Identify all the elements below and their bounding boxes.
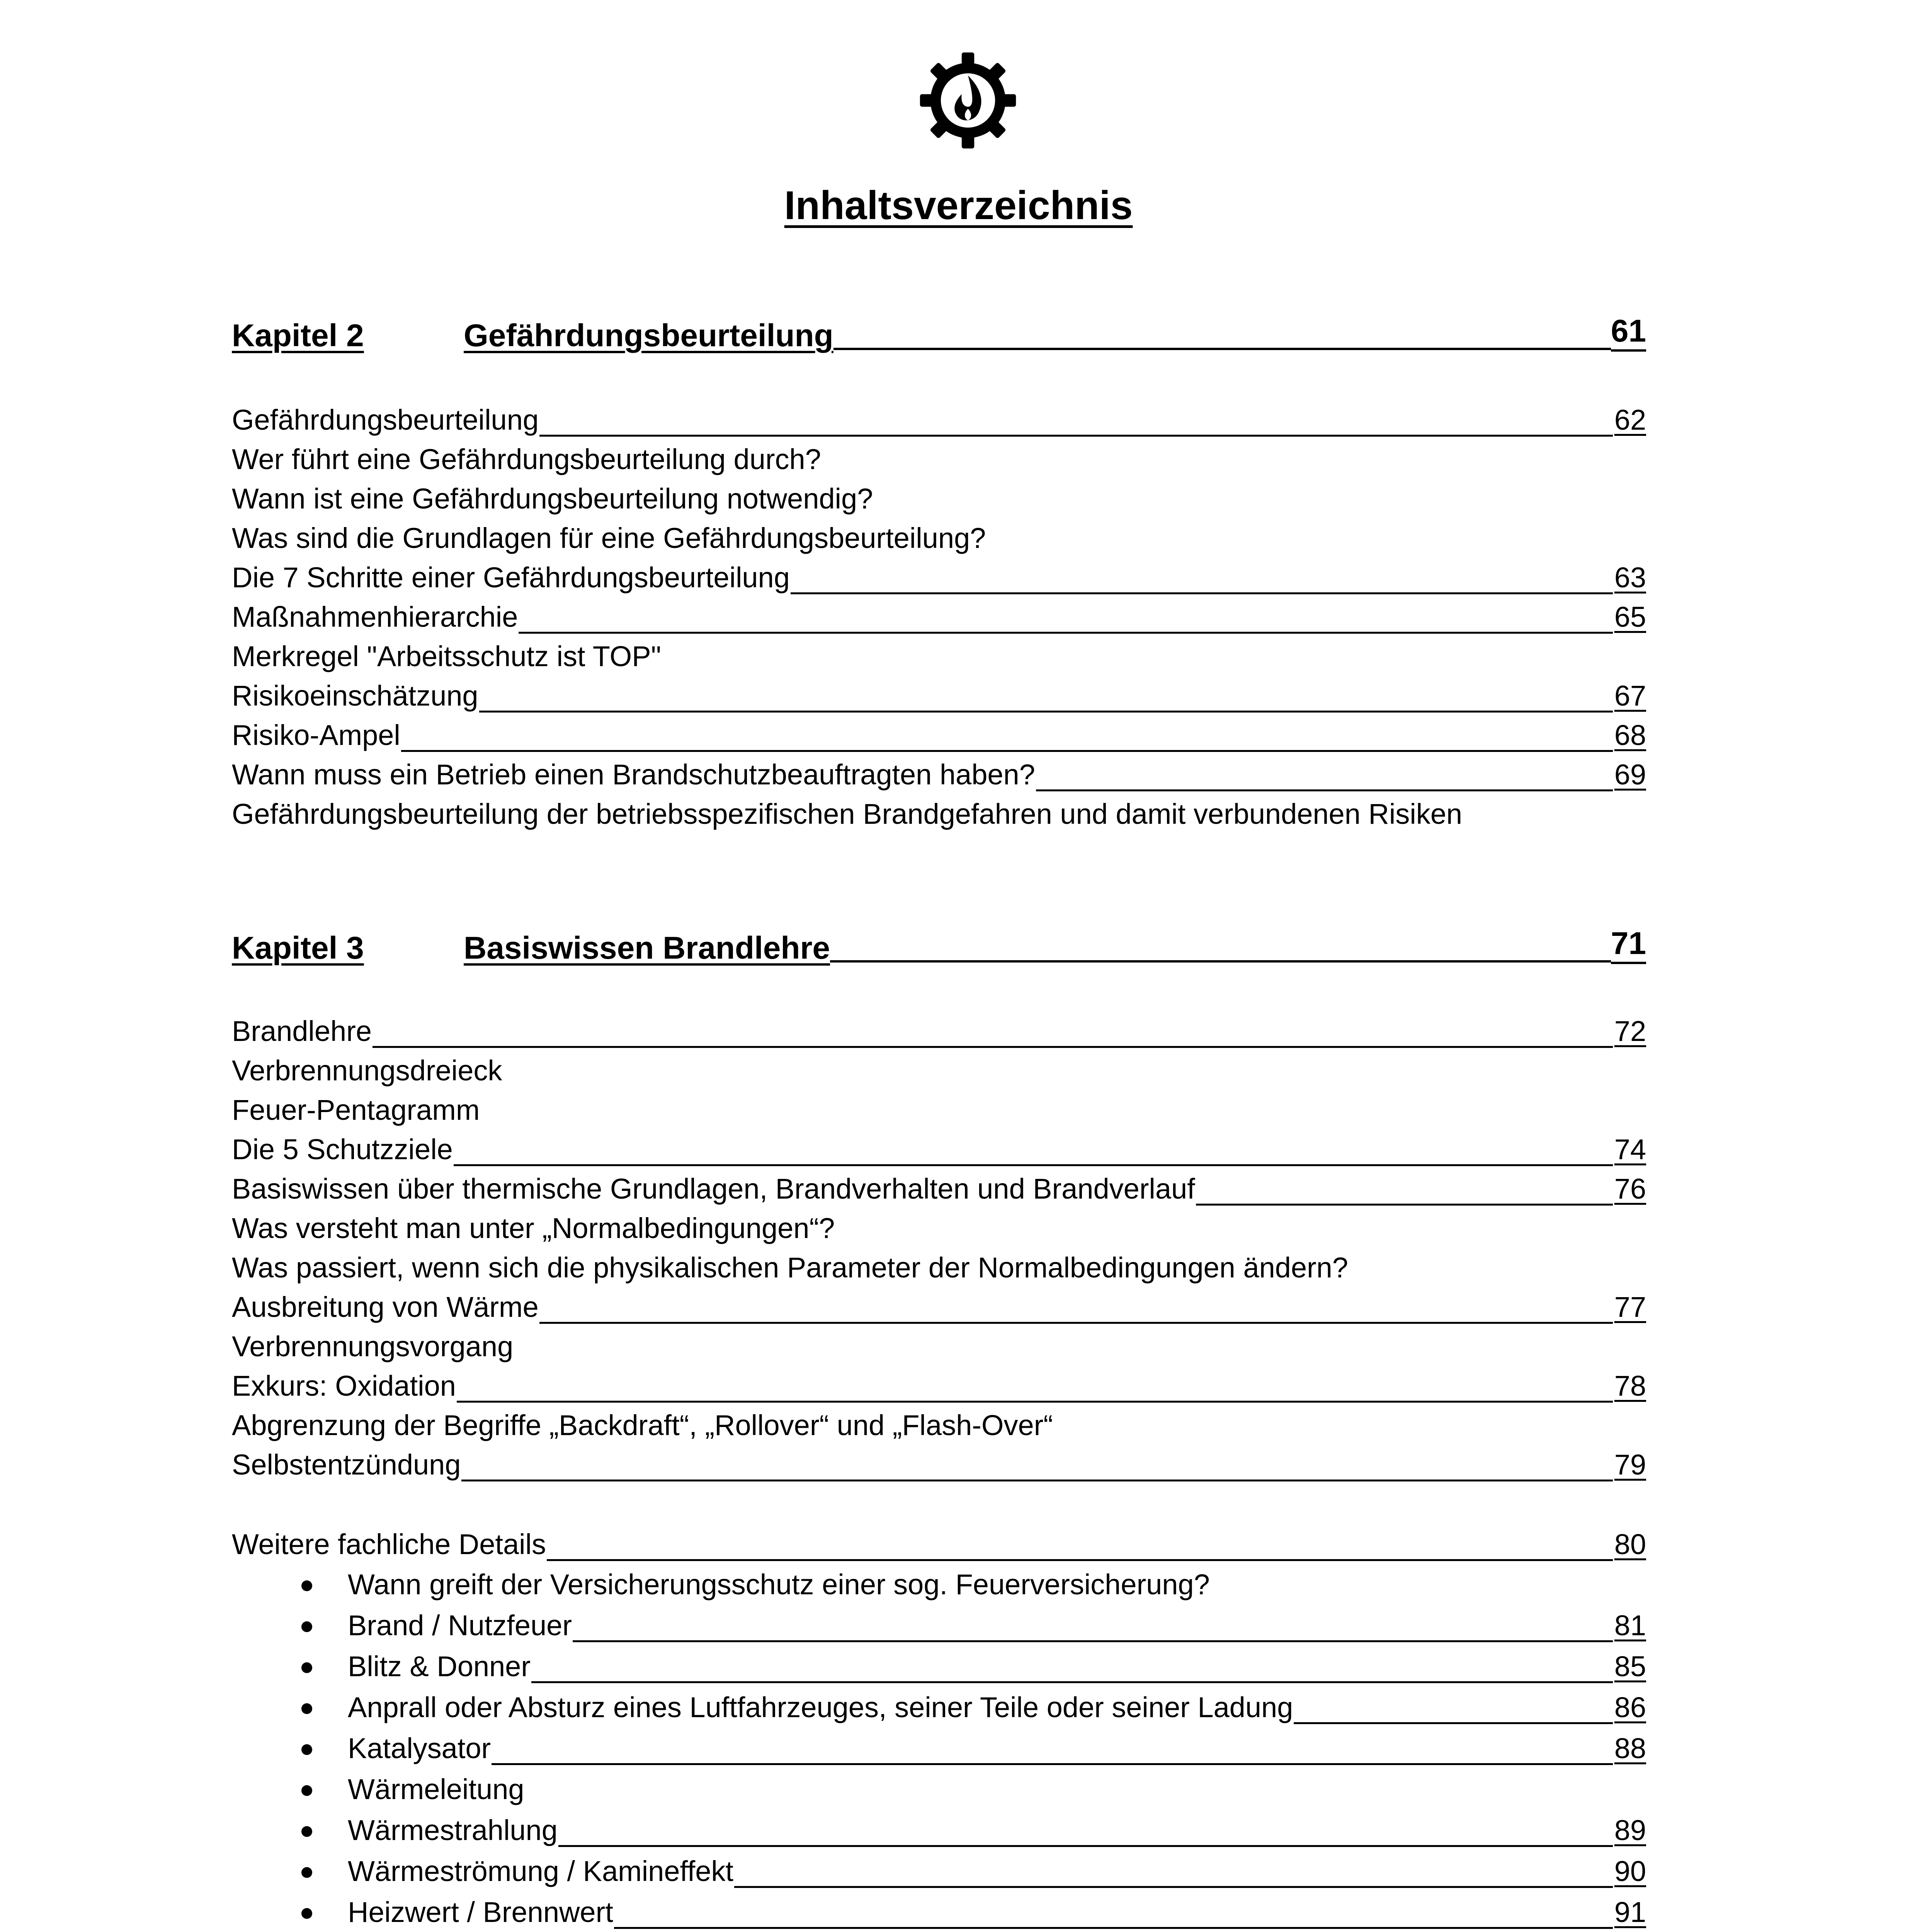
entry-text: Risikoeinschätzung: [232, 680, 478, 712]
entry-page: 77: [1614, 1291, 1646, 1323]
toc-bullet-entry[interactable]: [301, 1849, 1646, 1888]
toc-bullet-entry[interactable]: [301, 1645, 1646, 1683]
entry-text: Brand / Nutzfeuer: [348, 1609, 572, 1641]
leader-line: [519, 632, 1613, 634]
entry-page: 88: [1614, 1732, 1646, 1764]
entry-page: 80: [1614, 1528, 1646, 1560]
bullet-icon: [301, 1785, 312, 1796]
leader-line: [1196, 1204, 1613, 1206]
toc-entry[interactable]: [232, 1364, 1646, 1403]
entry-text: Merkregel "Arbeitsschutz ist TOP": [232, 640, 661, 672]
entry-page: 69: [1614, 759, 1646, 791]
toc-entry[interactable]: [232, 516, 1646, 555]
leader-line: [454, 1164, 1613, 1166]
entry-page: 78: [1614, 1370, 1646, 1402]
bullet-icon: [301, 1703, 312, 1714]
toc-entry[interactable]: [232, 1522, 1646, 1561]
entry-text: Selbstentzündung: [232, 1449, 461, 1481]
entry-text: Basiswissen über thermische Grundlagen, Brandverhalten und Brandverlauf: [232, 1173, 1195, 1205]
bullet-icon: [301, 1744, 312, 1755]
entry-page: 85: [1614, 1650, 1646, 1682]
leader-line: [734, 1886, 1613, 1888]
toc-entry[interactable]: [232, 477, 1646, 515]
leader-line: [1294, 1722, 1613, 1724]
entry-text: Die 7 Schritte einer Gefährdungsbeurteilung: [232, 561, 790, 594]
toc-entry[interactable]: [232, 1009, 1646, 1048]
toc-entry[interactable]: [232, 713, 1646, 752]
leader-line: [558, 1845, 1613, 1847]
toc-bullet-entry[interactable]: [301, 1685, 1646, 1724]
toc-entry[interactable]: [232, 1088, 1646, 1127]
leader-line: [1036, 789, 1613, 791]
toc-entry[interactable]: [232, 792, 1646, 831]
entry-page: 89: [1614, 1814, 1646, 1846]
leader-line: [492, 1763, 1613, 1765]
bullet-icon: [301, 1662, 312, 1673]
entry-text: Wärmeleitung: [348, 1773, 524, 1805]
leader-line: [539, 1322, 1613, 1324]
entry-text: Gefährdungsbeurteilung der betriebsspezifischen Brandgefahren und damit verbundenen Risiken: [232, 798, 1463, 830]
chapter-underline: [830, 960, 1611, 963]
toc-entry[interactable]: [232, 1049, 1646, 1087]
entry-page: 72: [1614, 1015, 1646, 1047]
chapter-page: 61: [1611, 315, 1646, 352]
entry-text: Brandlehre: [232, 1015, 372, 1047]
toc-entry[interactable]: [232, 1325, 1646, 1363]
chapter-page: 71: [1611, 928, 1646, 964]
gear-flame-icon: [916, 48, 1020, 153]
toc-bullet-entry[interactable]: [301, 1604, 1646, 1642]
entry-page: 90: [1614, 1855, 1646, 1887]
toc-entry[interactable]: [232, 1206, 1646, 1245]
entry-text: Wer führt eine Gefährdungsbeurteilung durch?: [232, 443, 821, 475]
leader-line: [457, 1401, 1613, 1403]
leader-line: [614, 1927, 1613, 1929]
toc-entry[interactable]: [232, 674, 1646, 713]
leader-line: [401, 750, 1613, 752]
chapter-heading[interactable]: [232, 313, 1646, 352]
toc-bullet-entry[interactable]: [301, 1563, 1646, 1601]
page-title: Inhaltsverzeichnis: [784, 183, 1133, 228]
chapter-number: Kapitel 2: [232, 318, 364, 353]
leader-line: [373, 1046, 1613, 1048]
entry-text: Wann ist eine Gefährdungsbeurteilung notwendig?: [232, 483, 873, 515]
entry-text: Feuer-Pentagramm: [232, 1094, 480, 1126]
toc-entry[interactable]: [232, 634, 1646, 673]
entry-text: Was sind die Grundlagen für eine Gefährdungsbeurteilung?: [232, 522, 986, 554]
entry-text: Wärmestrahlung: [348, 1814, 558, 1846]
toc-entry[interactable]: [232, 1167, 1646, 1206]
toc-entry[interactable]: [232, 1246, 1646, 1284]
chapter-number: Kapitel 3: [232, 930, 364, 966]
toc-bullet-entry[interactable]: [301, 1808, 1646, 1847]
entry-page: 65: [1614, 601, 1646, 633]
entry-page: 79: [1614, 1449, 1646, 1481]
toc-entry[interactable]: [232, 437, 1646, 476]
chapter-underline: [833, 348, 1611, 350]
entry-text: Die 5 Schutzziele: [232, 1133, 453, 1165]
entry-text: Weitere fachliche Details: [232, 1528, 546, 1560]
leader-line: [573, 1640, 1613, 1642]
toc-bullet-entry[interactable]: [301, 1890, 1646, 1929]
toc-entry[interactable]: [232, 398, 1646, 437]
entry-text: Risiko-Ampel: [232, 719, 400, 751]
entry-page: 67: [1614, 680, 1646, 712]
leader-line: [539, 435, 1613, 437]
entry-text: Heizwert / Brennwert: [348, 1896, 613, 1928]
entry-text: Gefährdungsbeurteilung: [232, 404, 539, 436]
entry-page: 81: [1614, 1609, 1646, 1641]
entry-text: Katalysator: [348, 1732, 491, 1764]
entry-text: Blitz & Donner: [348, 1650, 531, 1682]
entry-page: 68: [1614, 719, 1646, 751]
toc-entry[interactable]: [232, 556, 1646, 594]
toc-bullet-entry[interactable]: [301, 1767, 1646, 1806]
bullet-icon: [301, 1908, 312, 1919]
entry-text: Anprall oder Absturz eines Luftfahrzeuges, seiner Teile oder seiner Ladung: [348, 1691, 1293, 1723]
entry-text: Wärmeströmung / Kamineffekt: [348, 1855, 733, 1887]
entry-text: Was versteht man unter „Normalbedingungen“?: [232, 1212, 835, 1244]
entry-page: 63: [1614, 561, 1646, 594]
toc-bullet-entry[interactable]: [301, 1726, 1646, 1765]
toc-entry[interactable]: [232, 1403, 1646, 1442]
entry-page: 86: [1614, 1691, 1646, 1723]
entry-text: Ausbreitung von Wärme: [232, 1291, 539, 1323]
leader-line: [461, 1480, 1613, 1481]
entry-page: 62: [1614, 404, 1646, 436]
entry-text: Was passiert, wenn sich die physikalischen Parameter der Normalbedingungen ändern?: [232, 1252, 1348, 1284]
bullet-icon: [301, 1621, 312, 1632]
leader-line: [479, 711, 1613, 713]
entry-text: Verbrennungsdreieck: [232, 1054, 502, 1087]
entry-page: 74: [1614, 1133, 1646, 1165]
toc-entry[interactable]: [232, 1128, 1646, 1166]
toc-entry[interactable]: [232, 1443, 1646, 1481]
bullet-icon: [301, 1826, 312, 1837]
chapter-heading[interactable]: [232, 925, 1646, 964]
bullet-icon: [301, 1580, 312, 1591]
entry-text: Maßnahmenhierarchie: [232, 601, 518, 633]
chapter-title: Basiswissen Brandlehre: [464, 930, 830, 966]
entry-text: Wann greift der Versicherungsschutz einer sog. Feuerversicherung?: [348, 1568, 1210, 1600]
entry-text: Wann muss ein Betrieb einen Brandschutzbeauftragten haben?: [232, 759, 1035, 791]
leader-line: [791, 592, 1613, 594]
toc-entry[interactable]: [232, 1285, 1646, 1324]
entry-page: 76: [1614, 1173, 1646, 1205]
entry-page: 91: [1614, 1896, 1646, 1928]
leader-line: [531, 1681, 1613, 1683]
entry-text: Abgrenzung der Begriffe „Backdraft“, „Rollover“ und „Flash-Over“: [232, 1409, 1053, 1441]
bullet-icon: [301, 1867, 312, 1878]
entry-text: Verbrennungsvorgang: [232, 1330, 514, 1362]
toc-entry[interactable]: [232, 595, 1646, 634]
leader-line: [547, 1559, 1613, 1561]
chapter-title: Gefährdungsbeurteilung: [464, 318, 833, 353]
toc-entry[interactable]: [232, 753, 1646, 791]
entry-text: Exkurs: Oxidation: [232, 1370, 456, 1402]
